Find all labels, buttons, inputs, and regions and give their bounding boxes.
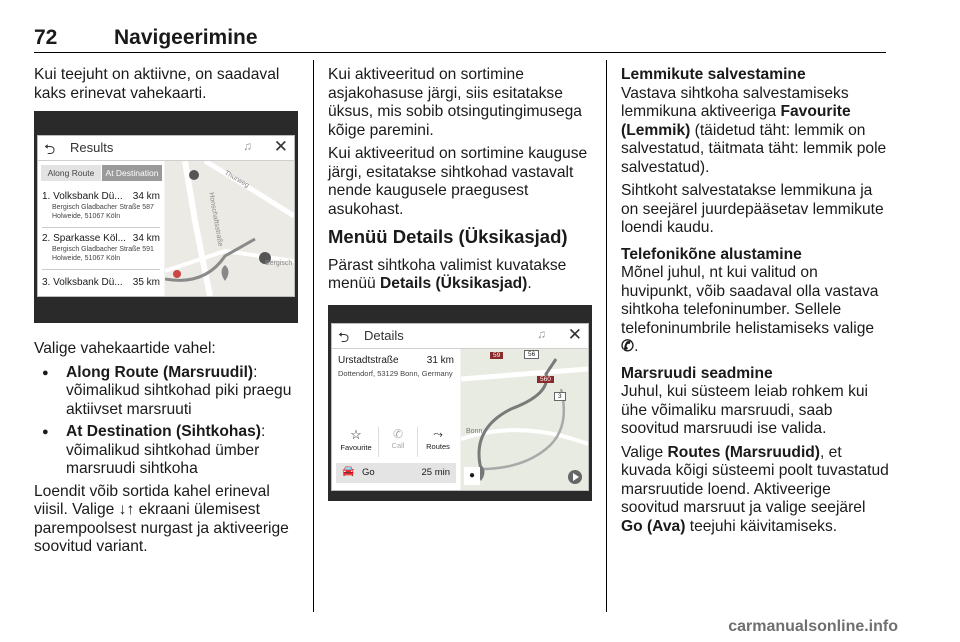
tab-at-destination[interactable]: At Destination: [102, 165, 162, 181]
page-header: [34, 22, 886, 53]
tab-option-list: [34, 364, 304, 479]
favourite-label: Favourite: [340, 443, 372, 452]
map-street-label: Honschaftsstraße: [207, 191, 224, 248]
call-heading: Telefonikõne alustamine: [621, 245, 802, 263]
favourite-button[interactable]: [336, 427, 376, 457]
map-street-label: Thurweg: [223, 169, 251, 190]
sort-text: [34, 483, 304, 557]
option-term: Along Route (Marsruudil): [66, 363, 254, 381]
details-screenshot: [328, 305, 592, 501]
list-item-name: 3. Volksbank Dü...: [42, 277, 123, 288]
results-map[interactable]: [165, 161, 294, 296]
column-3: [621, 66, 891, 541]
column-divider: [313, 60, 314, 612]
details-panel: [332, 349, 460, 490]
intro-text: Kui teejuht on aktiivne, on saadaval kaks erinevat vahekaarti.: [34, 66, 280, 102]
call-text: [621, 264, 891, 357]
routes-text-e: teejuhi käivitamiseks.: [685, 517, 838, 535]
routes-text-c: , et kuvada kõigi süsteemi poolt tuvastatud marsruutide loend. Aktiveerige soovitud marsruut ja valige seejärel: [621, 443, 889, 516]
star-icon: ☆: [350, 427, 362, 442]
column-divider: [606, 60, 607, 612]
list-item-city: Holweide, 51067 Köln: [52, 255, 121, 262]
go-time: 25 min: [421, 467, 450, 478]
option-term: At Destination (Sihtkohas): [66, 423, 261, 440]
results-list: [38, 161, 164, 296]
go-label: Go: [362, 467, 375, 478]
sort-text-end: ekraani ülemisest parempoolsest nurgast ja aktiveerige soovitud variant.: [34, 501, 289, 555]
phone-icon: ✆: [392, 427, 404, 441]
sort-icon: ↓↑: [118, 501, 135, 518]
details-menu-name: Details (Üksikasjad): [380, 275, 528, 292]
column-2: [328, 66, 598, 299]
map-road-label: 59: [490, 352, 503, 359]
routes-button[interactable]: [418, 427, 458, 457]
favourites-access-text: Sihtkoht salvestatakse lemmikuna ja on seejärel juurdepääsetav lemmikute loendi kaudu.: [621, 182, 884, 236]
period: .: [527, 275, 532, 292]
call-label: Call: [391, 441, 405, 450]
destination-city: Dottendorf, 53129 Bonn, Germany: [338, 369, 453, 378]
close-icon[interactable]: ✕: [273, 137, 288, 156]
list-item-distance: 34 km: [132, 233, 160, 244]
relevance-text: Kui aktiveeritud on sortimine asjakohasuse järgi, siis esitatakse üksus, mis sobib otsingutingimusega kõige paremini.: [328, 66, 582, 139]
list-item-address: Bergisch Gladbacher Straße 587: [52, 204, 154, 211]
list-item: ● At Destination (Sihtkohas): võimalikud sihtkohad ümber marsruudi sihtkoha: [34, 423, 304, 479]
phone-icon: ✆: [621, 338, 635, 355]
route-text: Juhul, kui süsteem leiab rohkem kui ühe võimaliku marsruudi, saab soovitud marsruudi ise valida.: [621, 383, 869, 437]
routes-text-a: Valige: [621, 443, 668, 461]
routes-icon: ⤳: [433, 427, 443, 441]
list-item-distance: 34 km: [132, 191, 160, 202]
list-item[interactable]: [42, 191, 160, 228]
call-button[interactable]: [378, 427, 418, 457]
back-icon[interactable]: ⮌: [44, 141, 56, 157]
period: .: [634, 338, 639, 355]
list-item-city: Holweide, 51067 Köln: [52, 213, 121, 220]
tab-along-route[interactable]: Along Route: [41, 165, 101, 181]
back-icon[interactable]: ⮌: [338, 329, 350, 345]
routes-text: [621, 444, 891, 537]
favourites-text: [621, 85, 891, 178]
map-pin-button[interactable]: ●: [464, 467, 480, 485]
page-title: Navigeerimine: [114, 26, 258, 49]
map-road-label: 560: [537, 376, 554, 383]
favourites-heading: Lemmikute salvestamine: [621, 66, 806, 83]
details-map[interactable]: [461, 349, 588, 490]
page-number: 72: [34, 26, 58, 49]
details-topbar: [332, 324, 588, 349]
choose-text: Valige vahekaartide vahel:: [34, 340, 216, 357]
results-screen: [37, 135, 295, 297]
option-desc: võimalikud sihtkohad piki praegu aktiivset marsruuti: [66, 382, 292, 418]
list-item-address: Bergisch Gladbacher Straße 591: [52, 246, 154, 253]
music-icon[interactable]: ♫: [537, 327, 546, 341]
details-title: Details: [364, 328, 404, 343]
map-city-label: Bonn: [466, 428, 483, 435]
list-item[interactable]: [42, 275, 160, 291]
map-road-label: 56: [524, 350, 539, 359]
go-button[interactable]: [336, 463, 456, 483]
map-street-label: Bergisch: [265, 260, 293, 267]
list-item-name: 1. Volksbank Dü...: [42, 191, 123, 202]
close-icon[interactable]: ✕: [567, 325, 582, 344]
list-item[interactable]: [42, 233, 160, 270]
routes-term: Routes (Marsruudid): [667, 443, 821, 461]
route-heading: Marsruudi seadmine: [621, 364, 773, 382]
list-item-distance: 35 km: [132, 277, 160, 288]
details-heading: Menüü Details (Üksikasjad): [328, 226, 568, 247]
list-item-name: 2. Sparkasse Köl...: [42, 233, 126, 244]
destination-street: Urstadtstraße: [338, 355, 399, 366]
favourites-text-end: (täidetud täht: lemmik on salvestatud, täitmata täht: lemmik pole salvestatud).: [621, 121, 887, 176]
favourite-term: Favourite (Lemmik): [621, 103, 851, 139]
favourites-text-start: Vastava sihtkoha salvestamiseks lemmikuna aktiveeriga: [621, 84, 849, 120]
destination-distance: 31 km: [426, 355, 454, 366]
column-1-lower: [34, 340, 304, 562]
results-title: Results: [70, 140, 114, 155]
music-icon[interactable]: ♫: [243, 139, 252, 153]
map-road-label: 3: [554, 392, 566, 401]
details-intro-text: Pärast sihtkoha valimist kuvatakse menüü: [328, 256, 567, 292]
call-text-body: Mõnel juhul, nt kui valitud on huvipunkt, võib saadaval olla vastava sihtkoha telefoninumber. Sellele telefoninumbrile helistamiseks valige: [621, 264, 879, 337]
go-term: Go (Ava): [621, 517, 686, 535]
car-icon: 🚘: [342, 466, 355, 477]
distance-text: Kui aktiveeritud on sortimine kauguse järgi, esitatakse sihtkohad vastavalt nende kaugusele praegusest asukohast.: [328, 145, 588, 218]
column-1: [34, 66, 304, 108]
list-item: ● Along Route (Marsruudil): võimalikud sihtkohad piki praegu aktiivset marsruuti: [34, 364, 304, 420]
option-desc: võimalikud sihtkohad ümber marsruudi sihtkoha: [66, 441, 260, 477]
results-screenshot: [34, 111, 298, 323]
details-intro: [328, 257, 598, 294]
routes-label: Routes: [426, 442, 450, 451]
details-screen: [331, 323, 589, 491]
sort-text-start: Loendit võib sortida kahel erineval viisil. Valige: [34, 482, 270, 518]
results-topbar: [38, 136, 294, 161]
watermark: carmanualsonline.info: [728, 618, 898, 635]
